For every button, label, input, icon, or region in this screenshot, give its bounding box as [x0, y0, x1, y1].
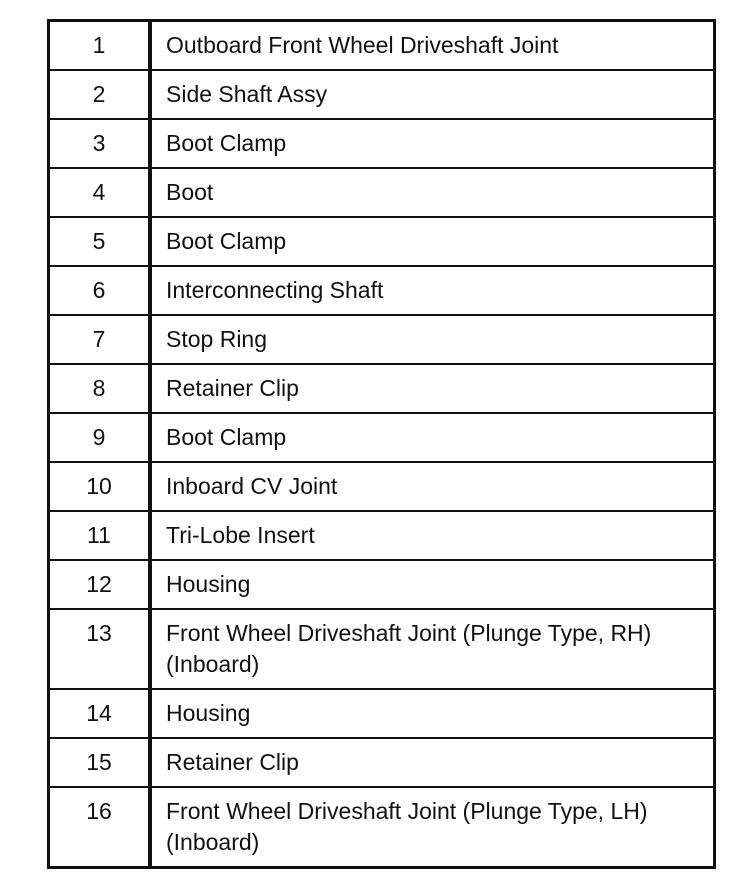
part-description: Boot Clamp [150, 119, 715, 168]
part-description: Retainer Clip [150, 738, 715, 787]
part-description: Retainer Clip [150, 364, 715, 413]
part-number: 16 [49, 787, 151, 868]
table-row [49, 315, 715, 364]
table-row [49, 364, 715, 413]
table-row [49, 462, 715, 511]
part-description: Interconnecting Shaft [150, 266, 715, 315]
part-description: Boot [150, 168, 715, 217]
part-number: 9 [49, 413, 151, 462]
part-description: Front Wheel Driveshaft Joint (Plunge Type, LH) (Inboard) [150, 787, 715, 868]
part-number: 7 [49, 315, 151, 364]
table-row [49, 511, 715, 560]
table-row [49, 787, 715, 868]
table-row [49, 266, 715, 315]
part-description: Stop Ring [150, 315, 715, 364]
part-description: Outboard Front Wheel Driveshaft Joint [150, 21, 715, 71]
part-description: Front Wheel Driveshaft Joint (Plunge Type, RH) (Inboard) [150, 609, 715, 689]
table-row [49, 560, 715, 609]
part-description: Inboard CV Joint [150, 462, 715, 511]
part-description: Housing [150, 689, 715, 738]
part-description: Boot Clamp [150, 217, 715, 266]
part-number: 10 [49, 462, 151, 511]
table-row [49, 21, 715, 71]
part-description: Tri-Lobe Insert [150, 511, 715, 560]
part-number: 12 [49, 560, 151, 609]
part-number: 6 [49, 266, 151, 315]
table-row [49, 413, 715, 462]
part-number: 4 [49, 168, 151, 217]
table-row [49, 609, 715, 689]
part-number: 3 [49, 119, 151, 168]
table-row [49, 168, 715, 217]
part-number: 5 [49, 217, 151, 266]
part-description: Side Shaft Assy [150, 70, 715, 119]
table-row [49, 119, 715, 168]
part-number: 13 [49, 609, 151, 689]
part-number: 8 [49, 364, 151, 413]
table-row [49, 689, 715, 738]
table-row [49, 217, 715, 266]
parts-legend-table [47, 19, 716, 869]
table-row [49, 738, 715, 787]
part-number: 2 [49, 70, 151, 119]
table-row [49, 70, 715, 119]
part-number: 11 [49, 511, 151, 560]
part-description: Boot Clamp [150, 413, 715, 462]
part-number: 15 [49, 738, 151, 787]
part-number: 1 [49, 21, 151, 71]
part-number: 14 [49, 689, 151, 738]
part-description: Housing [150, 560, 715, 609]
